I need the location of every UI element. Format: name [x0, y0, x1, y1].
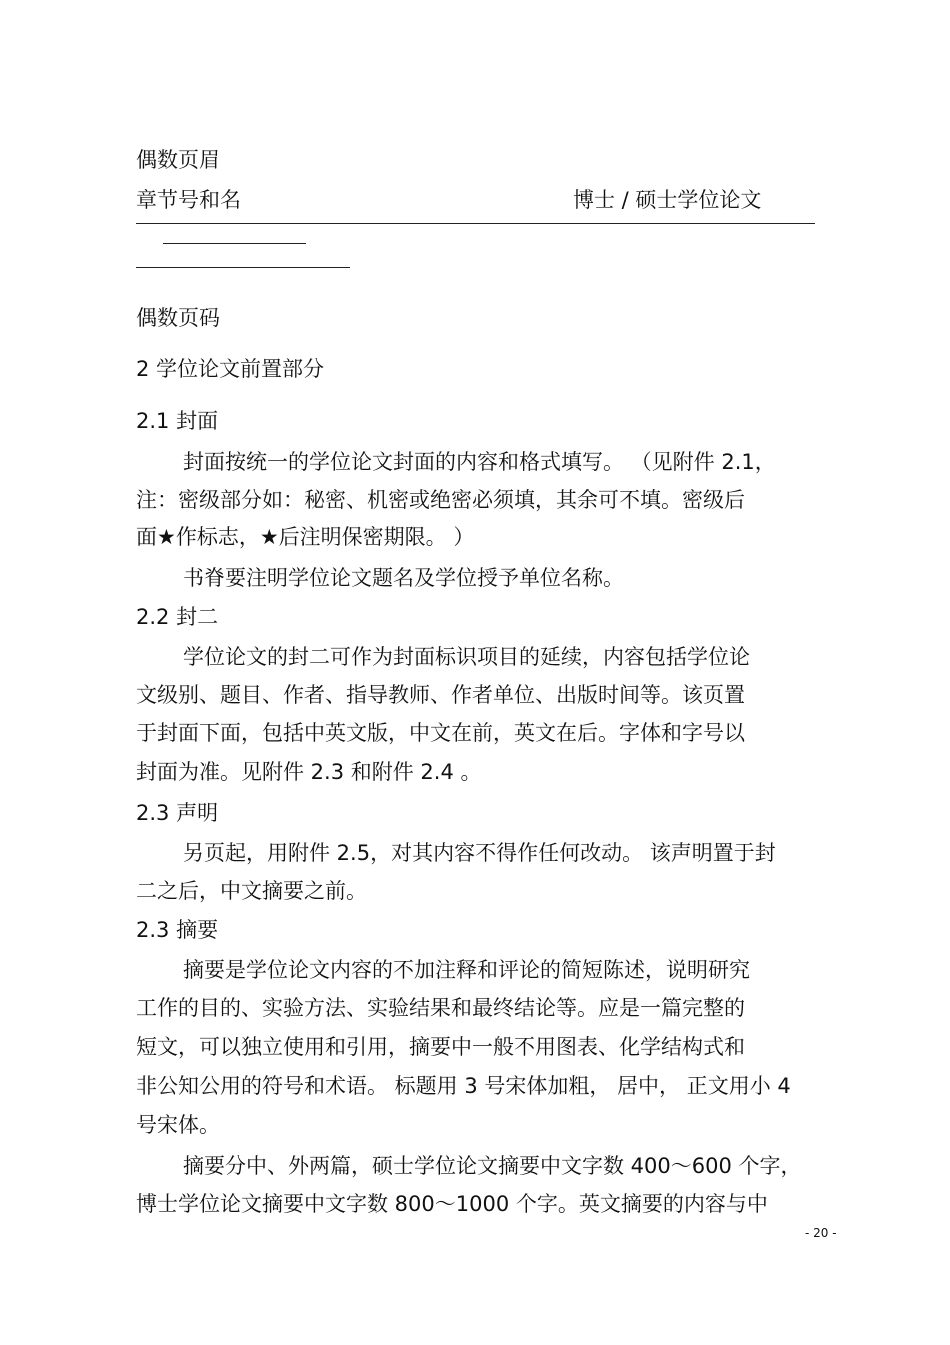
paragraph-line: 摘要是学位论文内容的不加注释和评论的简短陈述，说明研究 [183, 958, 750, 982]
section-title: 2 学位论文前置部分 [136, 357, 325, 381]
section-heading-cover: 2.1 封面 [136, 409, 219, 433]
chapter-label: 章节号和名 [136, 188, 241, 212]
paragraph-line: 二之后，中文摘要之前。 [136, 879, 367, 903]
paragraph-line: 书脊要注明学位论文题名及学位授予单位名称。 [183, 566, 624, 590]
paragraph-line: 封面为准。见附件 2.3 和附件 2.4 。 [136, 760, 482, 784]
short-rule [163, 243, 306, 244]
page-number: - 20 - [805, 1226, 837, 1240]
paragraph-line: 号宋体。 [136, 1113, 220, 1137]
even-page-number-label: 偶数页码 [136, 306, 220, 330]
paragraph-line: 封面按统一的学位论文封面的内容和格式填写。 （见附件 2.1， [183, 450, 776, 474]
paragraph-line: 短文，可以独立使用和引用，摘要中一般不用图表、化学结构式和 [136, 1035, 745, 1059]
paragraph-line: 文级别、题目、作者、指导教师、作者单位、出版时间等。该页置 [136, 683, 745, 707]
section-heading-abstract: 2.3 摘要 [136, 918, 219, 942]
paragraph-line: 摘要分中、外两篇，硕士学位论文摘要中文字数 400～600 个字， [183, 1154, 802, 1178]
section-heading-declaration: 2.3 声明 [136, 801, 219, 825]
paragraph-line: 博士学位论文摘要中文字数 800～1000 个字。英文摘要的内容与中 [136, 1192, 768, 1216]
even-header-label: 偶数页眉 [136, 148, 220, 172]
degree-label: 博士 / 硕士学位论文 [573, 188, 762, 212]
paragraph-line: 面★作标志，★后注明保密期限。 ） [136, 525, 475, 549]
paragraph-line: 工作的目的、实验方法、实验结果和最终结论等。应是一篇完整的 [136, 996, 745, 1020]
paragraph-line: 注：密级部分如：秘密、机密或绝密必须填，其余可不填。密级后 [136, 488, 745, 512]
paragraph-line: 于封面下面，包括中英文版，中文在前，英文在后。字体和字号以 [136, 721, 745, 745]
paragraph-line: 另页起，用附件 2.5，对其内容不得作任何改动。 该声明置于封 [183, 841, 776, 865]
medium-rule [136, 267, 350, 268]
paragraph-line: 非公知公用的符号和术语。 标题用 3 号宋体加粗， 居中， 正文用小 4 [136, 1074, 791, 1098]
paragraph-line: 学位论文的封二可作为封面标识项目的延续，内容包括学位论 [183, 645, 750, 669]
header-rule [136, 223, 815, 224]
section-heading-inner-cover: 2.2 封二 [136, 605, 219, 629]
